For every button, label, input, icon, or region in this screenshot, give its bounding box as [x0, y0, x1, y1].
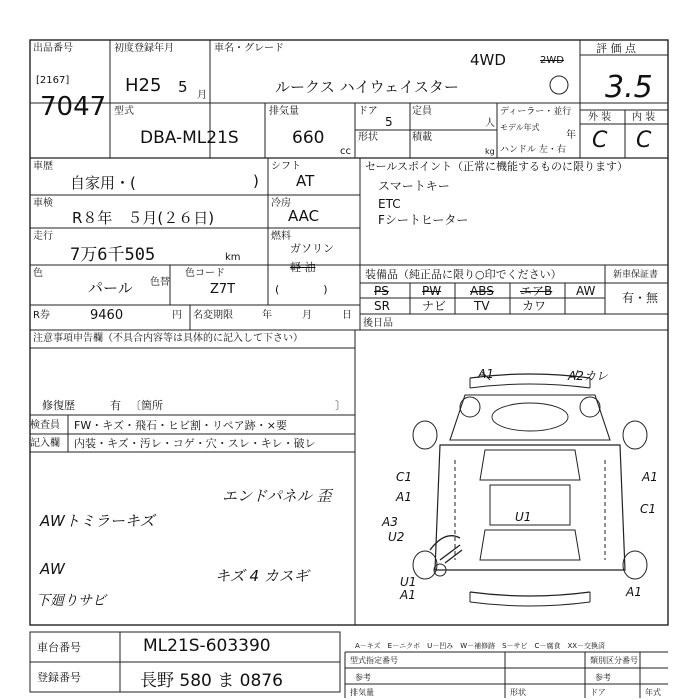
first-registration-label: 初度登録年月: [114, 43, 174, 54]
front-left-light: [460, 397, 480, 417]
equip-aw: AW: [576, 284, 596, 298]
equip-tv: TV: [474, 299, 490, 313]
mark-front-right: A2カレ: [568, 369, 608, 383]
new-warranty-value: 有・無: [622, 291, 659, 305]
person-unit: 人: [485, 118, 495, 129]
fuel-other: ( ): [275, 283, 328, 296]
wheel-rear-right: [623, 551, 647, 579]
new-warranty-label: 新車保証書: [613, 270, 659, 280]
inspector-label: 検査員: [30, 420, 60, 431]
mark-rear-right-a: A1: [626, 585, 642, 599]
first-registration-month: 5: [178, 78, 188, 96]
displacement-label: 排気量: [269, 106, 299, 117]
color-code-label: 色コード: [185, 268, 225, 279]
load-label: 積載: [412, 132, 432, 143]
model-year-label: モデル年式: [500, 123, 540, 132]
recycle-value: 9460: [90, 308, 124, 323]
inspector-row-1: FW・キズ・飛石・ヒビ割・リペア跡・×要: [74, 419, 287, 432]
mark-left-door-a3: A3: [382, 515, 398, 529]
doors-footer-label: ドア: [590, 688, 606, 697]
mark-left-door-u2: U2: [388, 530, 405, 544]
inspection-label: 車検: [33, 198, 53, 209]
selling-point-2: ETC: [378, 197, 401, 211]
mark-roof: U1: [515, 510, 532, 524]
mileage-value: 7万6千505: [70, 245, 156, 265]
model-label: 型式: [114, 106, 134, 117]
shape-label: 形状: [358, 132, 378, 143]
fuel-diesel: 軽 油: [290, 261, 316, 274]
mark-right-fender-a: A1: [642, 470, 658, 484]
handwritten-note-1: エンドパネル 歪: [222, 487, 332, 505]
color-code-value: Z7T: [210, 282, 236, 297]
windshield: [480, 450, 580, 480]
handwritten-note-5: キズ 4 カスギ: [215, 567, 309, 585]
car-name-label: 車名・グレード: [214, 43, 284, 54]
wheel-front-right: [623, 421, 647, 449]
year-footer-label: 年式: [645, 688, 661, 697]
handwritten-note-3: AW: [40, 560, 65, 578]
selling-point-1: スマートキー: [378, 179, 450, 193]
registration-number: 長野 580 ま 0876: [140, 671, 283, 691]
doors-value: 5: [385, 115, 393, 129]
color-value: パール: [88, 279, 133, 297]
lot-sub-code: [2167]: [36, 75, 70, 86]
handwritten-note-2: AWトミラーキズ: [40, 512, 155, 530]
year-unit: 年: [566, 130, 576, 141]
grade-label: 評 価 点: [596, 42, 636, 55]
model-code: DBA-ML21S: [140, 128, 239, 148]
aircon-value: AAC: [288, 207, 320, 225]
rear-window: [480, 530, 580, 560]
repair-location: 〔箇所: [130, 399, 163, 412]
ref-label-2: 参考: [595, 673, 611, 682]
handwritten-note-4: 下廻りサビ: [36, 593, 106, 609]
lot-number: 7047: [40, 92, 107, 122]
mark-left-fender-c: C1: [396, 470, 413, 484]
exterior-label: 外 装: [588, 112, 612, 123]
kg-unit: kg: [485, 147, 495, 156]
recycle-label: R券: [33, 310, 50, 321]
shape-footer-label: 形状: [510, 688, 526, 697]
damage-legend: A－キズ E－ニクボ U－凹み W－補修跡 S－サビ C－腐食 XX－交換済: [355, 642, 606, 650]
body-outline: [435, 445, 625, 570]
repair-location-close: 〕: [335, 399, 346, 412]
fuel-label: 燃料: [271, 231, 291, 242]
lot-number-label: 出品番号: [33, 43, 73, 54]
chassis-label: 車台番号: [37, 641, 81, 654]
wheel-front-left: [413, 421, 437, 449]
ref-label: 参考: [355, 673, 371, 682]
notes-label: 注意事項申告欄（不具合内容等は具体的に記入して下さい）: [33, 333, 303, 344]
wheel-rear-left: [413, 551, 437, 579]
handle-label: ハンドル 左・右: [500, 145, 566, 155]
history-value: 自家用・(: [70, 174, 136, 192]
rear-bumper: [470, 592, 590, 596]
front-right-light: [580, 397, 600, 417]
dealer-label: ディーラー・並行: [500, 107, 572, 117]
equip-navi: ナビ: [422, 299, 447, 313]
equip-ps: PS: [374, 284, 389, 298]
mileage-label: 走行: [33, 231, 53, 242]
aircon-label: 冷房: [271, 198, 291, 209]
inspector-row-2: 内装・キズ・汚レ・コゲ・穴・スレ・キレ・破レ: [74, 437, 316, 450]
equip-airbag: エアB: [520, 284, 553, 298]
name-change-label: 名変期限: [193, 310, 233, 321]
mark-rear-left-a: A1: [400, 588, 416, 602]
first-registration-era: H25: [125, 75, 162, 96]
shift-value: AT: [296, 172, 315, 190]
history-label: 車歴: [33, 161, 53, 172]
nc-month: 月: [302, 310, 312, 321]
equip-abs: ABS: [470, 284, 494, 298]
yen-unit: 円: [172, 310, 182, 321]
color-label: 色: [33, 268, 43, 279]
month-unit: 月: [197, 90, 207, 101]
type-no-label: 型式指定番号: [350, 656, 398, 665]
disp-label: 排気量: [350, 688, 374, 697]
class-no-label: 類別区分番号: [590, 656, 638, 665]
after-fit-label: 後日品: [363, 318, 393, 329]
equip-sr: SR: [374, 299, 390, 313]
fuel-gasoline: ガソリン: [290, 242, 334, 255]
interior-label: 内 装: [632, 112, 656, 123]
repair-history-value: 有: [110, 399, 121, 412]
selling-point-3: Fシートヒーター: [378, 213, 469, 227]
doors-label: ドア: [358, 106, 378, 117]
cc-unit: cc: [340, 146, 351, 157]
nc-day: 日: [342, 310, 352, 321]
color-change-label: 色替: [150, 277, 170, 288]
equip-leather: カワ: [522, 299, 547, 313]
equip-pw: PW: [422, 284, 442, 298]
inspection-value: R８年 ５月(２６日): [72, 209, 215, 227]
selling-points-label: セールスポイント（正常に機能するものに限ります）: [365, 160, 629, 173]
overall-grade: 3.5: [605, 70, 653, 105]
registration-label: 登録番号: [37, 671, 81, 684]
exterior-grade: C: [592, 128, 608, 153]
drive-4wd: 4WD: [470, 51, 506, 69]
mark-left-fender-a: A1: [396, 490, 412, 504]
car-name: ルークス ハイウェイスター: [275, 78, 459, 96]
equipment-label: 装備品（純正品に限り○印でください）: [365, 268, 562, 281]
mark-rear-left-u: U1: [400, 575, 417, 589]
mark-right-door-c: C1: [640, 502, 657, 516]
shift-label: シフト: [271, 161, 301, 172]
chassis-number: ML21S-603390: [143, 636, 271, 656]
history-close: ): [253, 172, 259, 190]
repair-history-label: 修復歴: [42, 399, 75, 412]
nc-year: 年: [262, 310, 272, 321]
mark-front-left: A1: [478, 367, 494, 381]
capacity-label: 定員: [412, 106, 432, 117]
inspector-entry-label: 記入欄: [30, 438, 60, 449]
drive-2wd: 2WD: [540, 55, 564, 66]
hood-outline: [450, 395, 610, 440]
interior-grade: C: [636, 128, 652, 153]
displacement: 660: [292, 128, 325, 148]
km-unit: km: [225, 252, 241, 263]
